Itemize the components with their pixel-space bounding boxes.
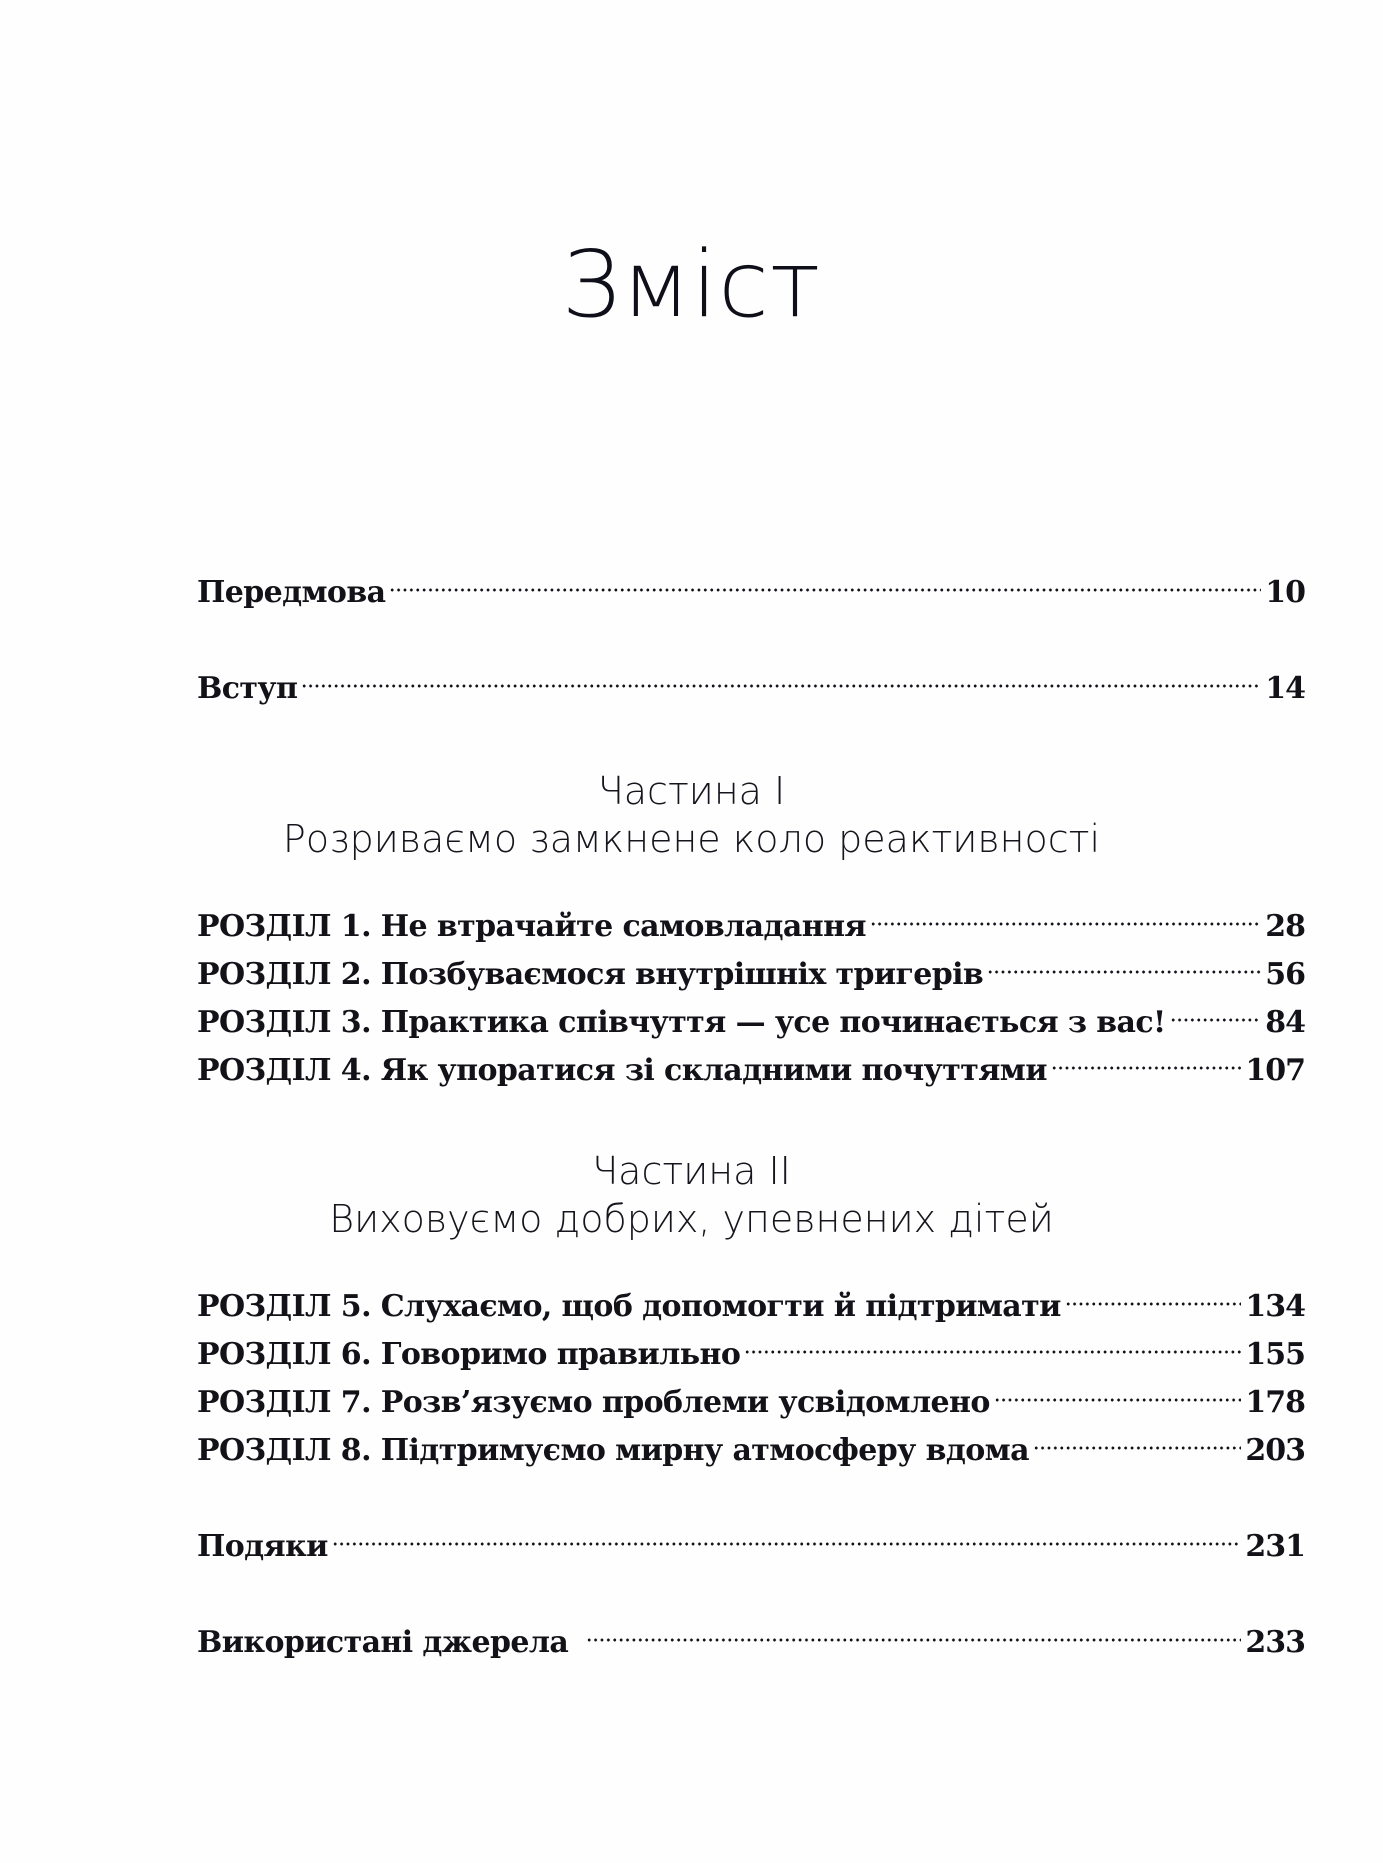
toc-entry-chapter-4 xyxy=(197,1040,1305,1091)
part-title: Виховуємо добрих, упевнених дітей xyxy=(329,1197,1054,1241)
toc-entry-chapter-6 xyxy=(197,1324,1305,1375)
toc-entry-chapter-7 xyxy=(197,1372,1305,1423)
part-number: Частина II xyxy=(592,1149,791,1193)
toc-entry-page-number: 134 xyxy=(1245,1289,1305,1324)
dot-leader xyxy=(744,1324,1241,1364)
toc-entry-foreword xyxy=(197,562,1305,613)
toc-entry-label: РОЗДІЛ 4. Як упоратися зі складними почуттями xyxy=(197,1053,1047,1088)
toc-entry-chapter-8 xyxy=(197,1420,1305,1471)
toc-entry-chapter-1 xyxy=(197,896,1305,947)
toc-entry-page-number: 56 xyxy=(1265,957,1305,992)
toc-entry-label: РОЗДІЛ 8. Підтримуємо мирну атмосферу вдома xyxy=(197,1433,1029,1468)
dot-leader xyxy=(994,1372,1242,1412)
toc-entry-chapter-2 xyxy=(197,944,1305,995)
toc-entry-references xyxy=(197,1612,1305,1663)
toc-entry-page-number: 10 xyxy=(1265,575,1305,610)
toc-entry-page-number: 178 xyxy=(1245,1385,1305,1420)
dot-leader xyxy=(389,562,1261,602)
toc-entry-label: Вступ xyxy=(197,671,298,706)
dot-leader xyxy=(1065,1276,1242,1316)
toc-entry-chapter-3 xyxy=(197,992,1305,1043)
toc-entry-label: РОЗДІЛ 1. Не втрачайте самовладання xyxy=(197,909,866,944)
dot-leader xyxy=(1051,1040,1241,1080)
toc-entry-label: Подяки xyxy=(197,1529,328,1564)
toc-entry-label: РОЗДІЛ 7. Розв’язуємо проблеми усвідомлено xyxy=(197,1385,990,1420)
toc-entry-page-number: 231 xyxy=(1245,1529,1305,1564)
toc-entry-label: РОЗДІЛ 3. Практика співчуття — усе починається з вас! xyxy=(197,1005,1166,1040)
part-2-heading xyxy=(0,1148,1383,1244)
dot-leader xyxy=(301,658,1261,698)
toc-entry-page-number: 107 xyxy=(1245,1053,1305,1088)
toc-entry-chapter-5 xyxy=(197,1276,1305,1327)
dot-leader xyxy=(1033,1420,1241,1460)
page-title: Зміст xyxy=(561,230,822,338)
dot-leader xyxy=(586,1612,1241,1652)
dot-leader xyxy=(332,1516,1242,1556)
toc-entry-introduction xyxy=(197,658,1305,709)
toc-entry-page-number: 203 xyxy=(1245,1433,1305,1468)
toc-entry-acknowledgements xyxy=(197,1516,1305,1567)
toc-entry-page-number: 28 xyxy=(1265,909,1305,944)
toc-entry-page-number: 233 xyxy=(1245,1625,1305,1660)
toc-entry-label: Використані джерела xyxy=(197,1625,569,1660)
toc-entry-page-number: 14 xyxy=(1265,671,1305,706)
dot-leader xyxy=(1170,992,1262,1032)
part-number: Частина I xyxy=(597,769,786,813)
dot-leader xyxy=(987,944,1261,984)
part-title: Розриваємо замкнене коло реактивності xyxy=(282,817,1101,861)
toc-entry-page-number: 84 xyxy=(1265,1005,1305,1040)
toc-entry-label: РОЗДІЛ 2. Позбуваємося внутрішніх тригерів xyxy=(197,957,984,992)
toc-entry-label: РОЗДІЛ 5. Слухаємо, щоб допомогти й підтримати xyxy=(197,1289,1061,1324)
toc-entry-label: Передмова xyxy=(197,575,386,610)
toc-entry-page-number: 155 xyxy=(1245,1337,1305,1372)
toc-entry-label: РОЗДІЛ 6. Говоримо правильно xyxy=(197,1337,741,1372)
part-1-heading xyxy=(0,768,1383,864)
dot-leader xyxy=(870,896,1261,936)
